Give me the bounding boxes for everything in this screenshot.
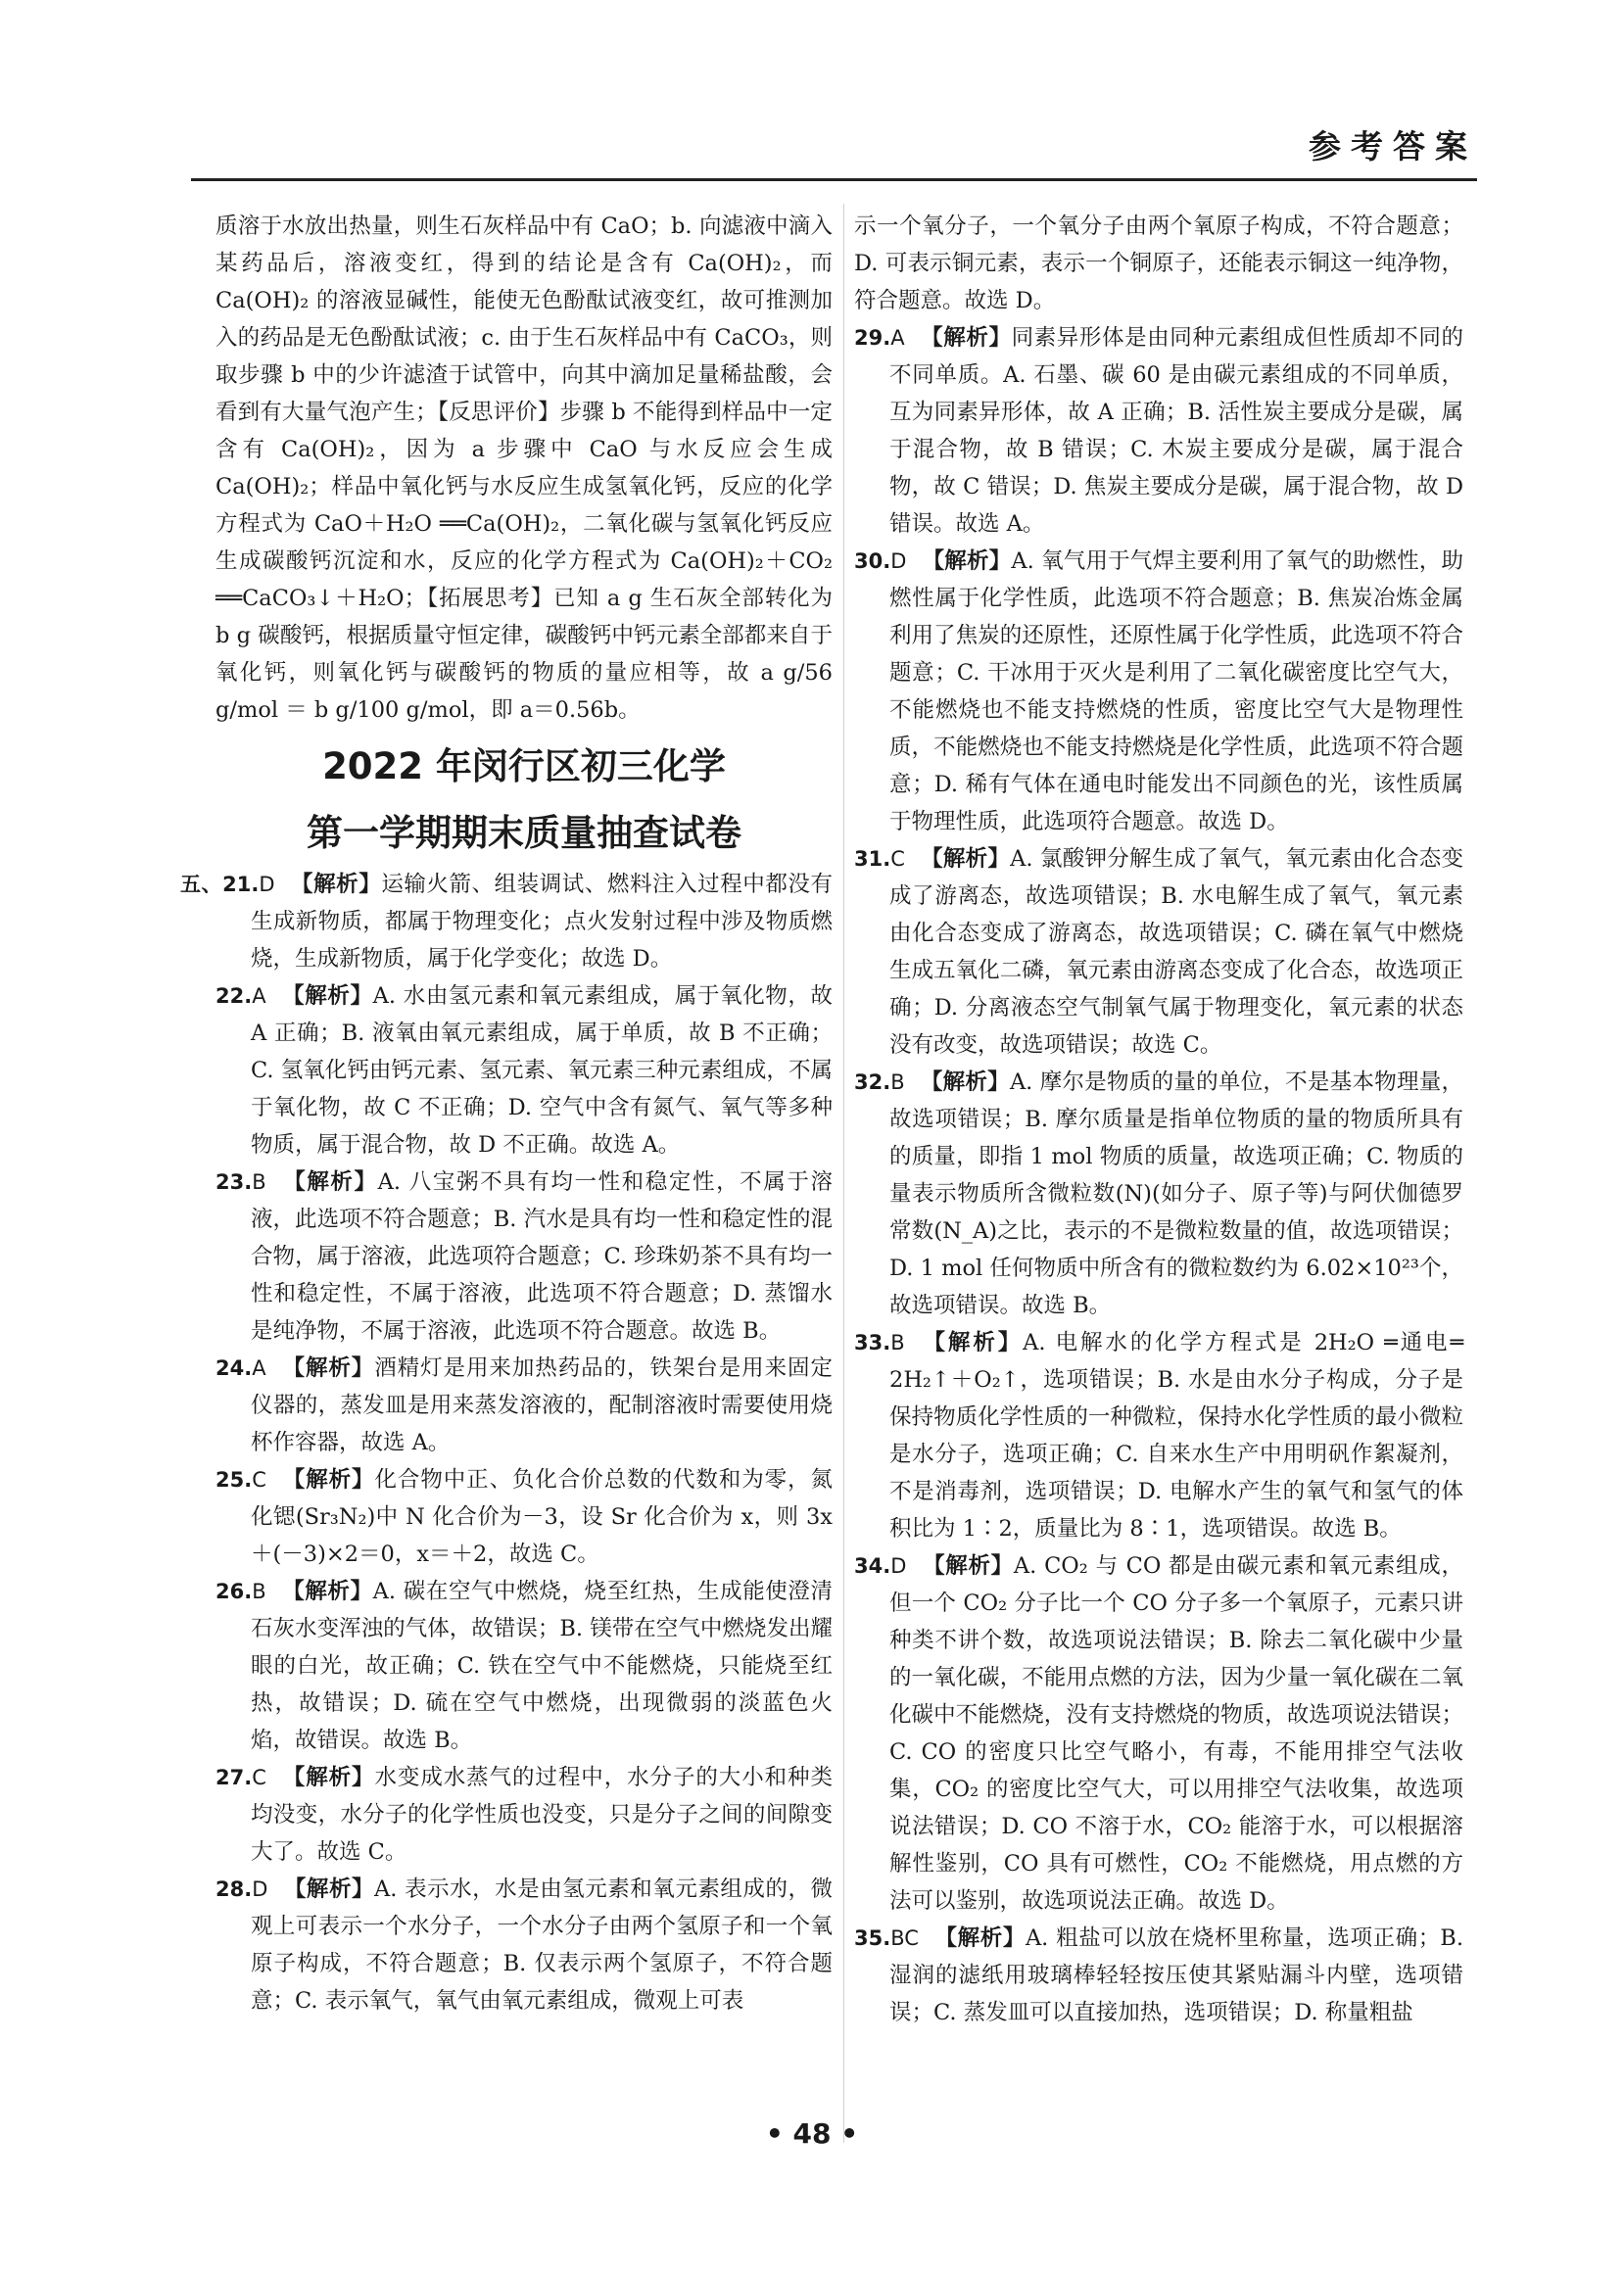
analysis-tag: 【解析】 — [933, 1925, 1026, 1951]
continuation-paragraph: 示一个氧分子，一个氧分子由两个氧原子构成，不符合题意；D. 可表示铜元素，表示一个铜原子，还能表示铜这一纯净物，符合题意。故选 D。 — [854, 214, 1463, 313]
answer-letter: B — [252, 1580, 266, 1603]
analysis-text: 水变成水蒸气的过程中，水分子的大小和种类均没变，水分子的化学性质也没变，只是分子之间的间隙变大了。故选 C。 — [251, 1765, 833, 1865]
answer-item — [215, 977, 833, 1164]
answer-item — [215, 1461, 833, 1573]
exam-title-line1: 2022 年闵行区初三化学 — [322, 745, 726, 787]
question-number: 33. — [854, 1331, 891, 1354]
answer-letter: D — [890, 549, 907, 573]
question-number: 30. — [854, 549, 891, 573]
answer-letter: A — [252, 1356, 266, 1380]
question-number: 27. — [215, 1766, 253, 1789]
analysis-tag: 【解析】 — [281, 983, 373, 1009]
answer-letter: B — [890, 1070, 905, 1094]
header-title: 参考答案 — [1309, 127, 1477, 166]
analysis-tag: 【解析】 — [281, 1765, 375, 1790]
analysis-text: 化合物中正、负化合价总数的代数和为零，氮化锶(Sr₃N₂)中 N 化合价为－3，设 Sr 化合价为 x，则 3x＋(－3)×2＝0，x＝＋2，故选 C。 — [251, 1467, 833, 1567]
answer-item — [854, 1547, 1463, 1920]
analysis-text: 酒精灯是用来加热药品的，铁架台是用来固定仪器的，蒸发皿是用来蒸发溶液的，配制溶液时需要使用烧杯作容器，故选 A。 — [251, 1355, 833, 1455]
question-number: 25. — [215, 1468, 253, 1492]
answer-item — [854, 1064, 1463, 1324]
analysis-tag: 【解析】 — [281, 1355, 375, 1381]
question-number: 32. — [854, 1070, 891, 1094]
answer-item — [854, 840, 1463, 1064]
answer-item — [854, 319, 1463, 543]
answer-letter: BC — [890, 1926, 919, 1950]
analysis-tag: 【解析】 — [920, 846, 1011, 872]
analysis-text: A. 氧气用于气焊主要利用了氧气的助燃性，助燃性属于化学性质，此选项不符合题意；B. 焦炭冶炼金属利用了焦炭的还原性，还原性属于化学性质，此选项不符合题意；C. 干冰用于灭火是利用了二氧化碳密度比空气大，不能燃烧也不能支持燃烧的性质，密度比空气大是物理性质，不能燃烧也不能支持燃烧是化学性质，此选项不符合题意；D. 稀有气体在通电时能发出不同颜色的光，该性质属于物理性质，此选项符合题意。故选 D。 — [889, 548, 1463, 834]
question-number: 26. — [215, 1580, 253, 1603]
answer-letter: D — [890, 1554, 907, 1578]
answer-item — [215, 1350, 833, 1461]
answer-letter: B — [890, 1331, 905, 1354]
answer-letter: C — [252, 1766, 266, 1789]
analysis-text: 同素异形体是由同种元素组成但性质却不同的不同单质。A. 石墨、碳 60 是由碳元素组成的不同单质，互为同素异形体，故 A 正确；B. 活性炭主要成分是碳，属于混合物，故 B 错误；C. 木炭主要成分是碳，属于混合物，故 C 错误；D. 焦炭主要成分是碳，属于混合物，故 D 错误。故选 A。 — [889, 325, 1463, 537]
analysis-text: A. 氯酸钾分解生成了氧气，氧元素由化合态变成了游离态，故选项错误；B. 水电解生成了氧气，氧元素由化合态变成了游离态，故选项错误；C. 磷在氧气中燃烧生成五氧化二磷，氧元素由游离态变成了化合态，故选项正确；D. 分离液态空气制氧气属于物理变化，氧元素的状态没有改变，故选项错误；故选 C。 — [889, 846, 1463, 1058]
answer-item — [215, 1759, 833, 1871]
answer-letter: A — [252, 984, 266, 1008]
right-column — [854, 208, 1463, 2031]
analysis-text: A. CO₂ 与 CO 都是由碳元素和氧元素组成，但一个 CO₂ 分子比一个 CO 分子多一个氧原子，元素只讲种类不讲个数，故选项说法错误；B. 除去二氧化碳中少量的一氧化碳，不能用点燃的方法，因为少量一氧化碳在二氧化碳中不能燃烧，没有支持燃烧的物质，故选项说法错误；C. CO 的密度只比空气略小，有毒，不能用排空气法收集，CO₂ 的密度比空气大，可以用排空气法收集，故选项说法错误；D. CO 不溶于水，CO₂ 能溶于水，可以根据溶解性鉴别，CO 具有可燃性，CO₂ 不能燃烧，用点燃的方法可以鉴别，故选项说法正确。故选 D。 — [889, 1553, 1463, 1914]
header-rule — [191, 178, 1477, 181]
column-divider — [843, 204, 844, 2143]
answer-item — [854, 543, 1463, 840]
analysis-text: A. 表示水，水是由氢元素和氧元素组成的，微观上可表示一个水分子，一个水分子由两个氢原子和一个氧原子构成，不符合题意；B. 仅表示两个氢原子，不符合题意；C. 表示氧气，氧气由氧元素组成，微观上可表 — [251, 1876, 833, 2014]
answer-item — [854, 1324, 1463, 1547]
question-number: 34. — [854, 1554, 891, 1578]
question-number: 29. — [854, 326, 891, 350]
answer-letter: A — [890, 326, 905, 350]
question-number: 23. — [215, 1170, 253, 1194]
answer-letter: D — [259, 873, 275, 896]
analysis-text: A. 碳在空气中燃烧，烧至红热，生成能使澄清石灰水变浑浊的气体，故错误；B. 镁带在空气中燃烧发出耀眼的白光，故正确；C. 铁在空气中不能燃烧，只能烧至红热，故错误；D. 硫在空气中燃烧，出现微弱的淡蓝色火焰，故错误。故选 B。 — [251, 1579, 833, 1753]
answer-item — [215, 1164, 833, 1350]
answer-item — [180, 866, 833, 977]
analysis-text: A. 粗盐可以放在烧杯里称量，选项正确；B. 湿润的滤纸用玻璃棒轻轻按压使其紧贴漏斗内壁，选项错误；C. 蒸发皿可以直接加热，选项错误；D. 称量粗盐 — [889, 1925, 1463, 2025]
answer-item — [854, 1920, 1463, 2031]
analysis-tag: 【解析】 — [281, 1467, 375, 1493]
analysis-tag: 【解析】 — [920, 1330, 1024, 1355]
answer-letter: C — [252, 1468, 266, 1492]
analysis-tag: 【解析】 — [281, 1579, 373, 1604]
exam-title-line2: 第一学期期末质量抽查试卷 — [307, 812, 741, 854]
answer-item — [215, 1871, 833, 2019]
question-number: 24. — [215, 1356, 253, 1380]
intro-paragraph: 质溶于水放出热量，则生石灰样品中有 CaO；b. 向滤液中滴入某药品后，溶液变红，得到的结论是含有 Ca(OH)₂，而 Ca(OH)₂ 的溶液显碱性，能使无色酚酞试液变红，故可推测加入的药品是无色酚酞试液；c. 由于生石灰样品中有 CaCO₃，则取步骤 b 中的少许滤渣于试管中，向其中滴加足量稀盐酸，会看到有大量气泡产生；【反思评价】步骤 b 不能得到样品中一定含有 Ca(OH)₂，因为 a 步骤中 CaO 与水反应会生成 Ca(OH)₂；样品中氧化钙与水反应生成氢氧化钙，反应的化学方程式为 CaO＋H₂O ══Ca(OH)₂，二氧化碳与氢氧化钙反应生成碳酸钙沉淀和水，反应的化学方程式为 Ca(OH)₂＋CO₂ ══CaCO₃↓＋H₂O；【拓展思考】已知 a g 生石灰全部转化为 b g 碳酸钙，根据质量守恒定律，碳酸钙中钙元素全部都来自于氧化钙，则氧化钙与碳酸钙的物质的量应相等，故 a g/56 g/mol ＝ b g/100 g/mol，即 a＝0.56b。 — [215, 214, 833, 723]
analysis-text: A. 摩尔是物质的量的单位，不是基本物理量，故选项错误；B. 摩尔质量是指单位物质的量的物质所具有的质量，即指 1 mol 物质的质量，故选项正确；C. 物质的量表示物质所含微粒数(N)(如分子、原子等)与阿伏伽德罗常数(N_A)之比，表示的不是微粒数量的值，故选项错误；D. 1 mol 任何物质中所含有的微粒数约为 6.02×10²³个，故选项错误。故选 B。 — [889, 1069, 1463, 1318]
analysis-tag: 【解析】 — [281, 1169, 378, 1195]
analysis-tag: 【解析】 — [922, 548, 1012, 574]
analysis-tag: 【解析】 — [290, 872, 382, 897]
analysis-tag: 【解析】 — [920, 325, 1012, 351]
question-number: 31. — [854, 847, 891, 871]
answer-letter: D — [252, 1877, 268, 1901]
analysis-text: 运输火箭、组装调试、燃料注入过程中都没有生成新物质，都属于物理变化；点火发射过程中涉及物质燃烧，生成新物质，属于化学变化；故选 D。 — [251, 872, 833, 972]
analysis-tag: 【解析】 — [920, 1069, 1010, 1095]
analysis-text: A. 八宝粥不具有均一性和稳定性，不属于溶液，此选项不符合题意；B. 汽水是具有均一性和稳定性的混合物，属于溶液，此选项符合题意；C. 珍珠奶茶不具有均一性和稳定性，不属于溶液，此选项不符合题意；D. 蒸馏水是纯净物，不属于溶液，此选项不符合题意。故选 B。 — [251, 1169, 833, 1344]
left-column — [180, 208, 833, 2019]
analysis-tag: 【解析】 — [922, 1553, 1014, 1579]
answer-letter: C — [890, 847, 905, 871]
analysis-tag: 【解析】 — [283, 1876, 374, 1902]
answer-item — [215, 1573, 833, 1759]
section-label: 五、 — [180, 873, 223, 896]
question-number: 35. — [854, 1926, 891, 1950]
analysis-text: A. 电解水的化学方程式是 2H₂O ═通电═ 2H₂↑＋O₂↑，选项错误；B. 水是由水分子构成，分子是保持物质化学性质的一种微粒，保持水化学性质的最小微粒是水分子，选项正确；C. 自来水生产中用明矾作絮凝剂，不是消毒剂，选项错误；D. 电解水产生的氧气和氢气的体积比为 1∶2，质量比为 8∶1，选项错误。故选 B。 — [889, 1330, 1463, 1542]
page-number: • 48 • — [765, 2117, 859, 2150]
question-number: 28. — [215, 1877, 253, 1901]
question-number: 22. — [215, 984, 253, 1008]
answer-letter: B — [252, 1170, 266, 1194]
analysis-text: A. 水由氢元素和氧元素组成，属于氧化物，故 A 正确；B. 液氧由氧元素组成，属于单质，故 B 不正确；C. 氢氧化钙由钙元素、氢元素、氧元素三种元素组成，不属于氧化物，故 C 不正确；D. 空气中含有氮气、氧气等多种物质，属于混合物，故 D 不正确。故选 A。 — [251, 983, 833, 1158]
question-number: 21. — [222, 873, 260, 896]
